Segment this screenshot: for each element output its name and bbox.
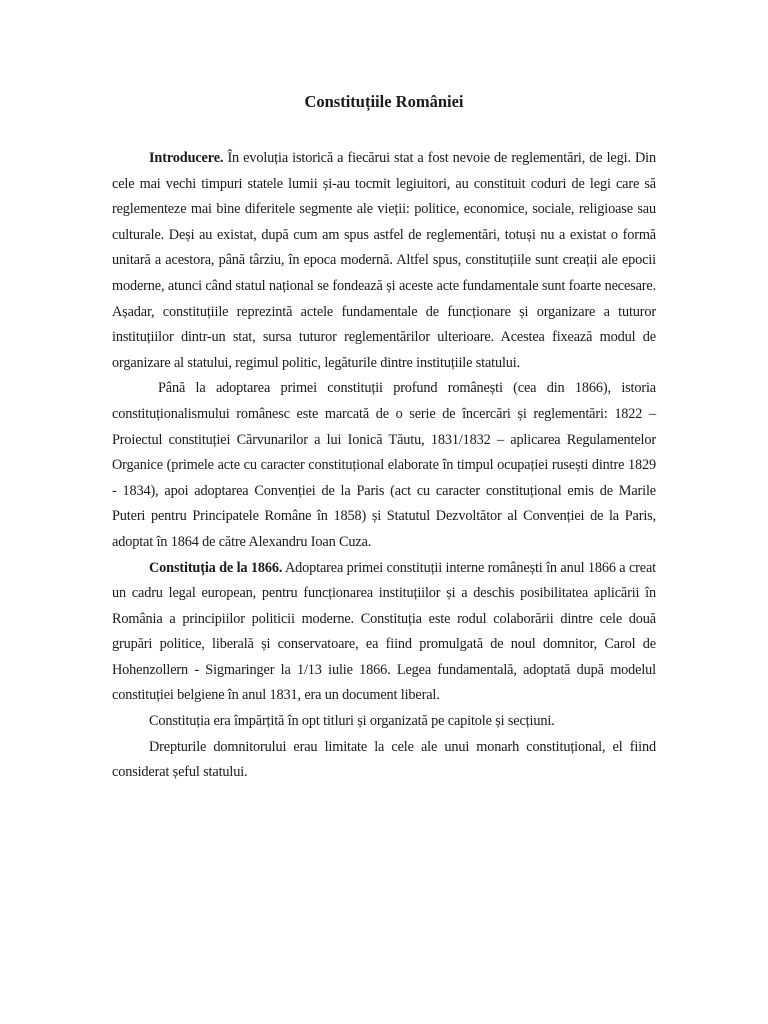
document-body <box>112 146 656 786</box>
paragraph-text: Constituția era împărțită în opt titluri și organizată pe capitole și secțiuni. <box>149 713 555 730</box>
paragraph-lead: Constituția de la 1866. <box>149 559 283 576</box>
document-title: Constituțiile României <box>304 92 464 111</box>
paragraph-istoric <box>112 376 656 555</box>
paragraph-constitutia-1866 <box>112 556 656 710</box>
paragraph-introducere <box>112 146 656 376</box>
paragraph-text: Drepturile domnitorului erau limitate la cele ale unui monarh constituțional, el fiind considerat șeful statului. <box>112 738 656 781</box>
paragraph-text: Adoptarea primei constituții interne românești în anul 1866 a creat un cadru legal european, pentru funcționarea instituțiilor și a deschis posibilitatea aplicării în România a principiilor politicii moderne. Constituția este rodul colaborării dintre cele două grupări politice, liberală și conservatoare, ea fiind promulgată de noul domnitor, Carol de Hohenzollern - Sigmaringer la 1/13 iulie 1866. Legea fundamentală, adoptată după modelul constituției belgiene în anul 1831, era un document liberal. <box>112 559 656 704</box>
paragraph-text: Până la adoptarea primei constituții profund românești (cea din 1866), istoria constituționalismului românesc este marcată de o serie de încercări și reglementări: 1822 – Proiectul constituției Cărvunarilor a lui Ionică Tăutu, 1831/1832 – aplicarea Regulamentelor Organice (primele acte cu caracter constituțional elaborate în timpul ocupației rusești dintre 1829 - 1834), apoi adoptarea Convenției de la Paris (act cu caracter constituțional emis de Marile Puteri pentru Principatele Române în 1858) și Statutul Dezvoltător al Convenției de la Paris, adoptat în 1864 de către Alexandru Ioan Cuza. <box>112 380 656 550</box>
paragraph-structura <box>112 709 656 735</box>
paragraph-text: În evoluția istorică a fiecărui stat a fost nevoie de reglementări, de legi. Din cele mai vechi timpuri statele lumii și-au tocmit legiuitori, au constituit coduri de legi care să reglementeze mai bine diferitele segmente ale vieții: politice, economice, sociale, religioase sau culturale. Deși au existat, după cum am spus astfel de reglementări, totuși nu a existat o formă unitară a acestora, până târziu, în epoca modernă. Altfel spus, constituțiile sunt creații ale epocii moderne, atunci când statul național se fondează și aceste acte fundamentale sunt foarte necesare. Așadar, constituțiile reprezintă actele fundamentale de funcționare și organizare a tuturor instituțiilor dintr-un stat, sursa tuturor reglementărilor ulterioare. Acestea fixează modul de organizare al statului, regimul politic, legăturile dintre instituțiile statului. <box>112 150 656 371</box>
paragraph-drepturile-domnitorului <box>112 735 656 786</box>
paragraph-lead: Introducere. <box>149 150 224 166</box>
